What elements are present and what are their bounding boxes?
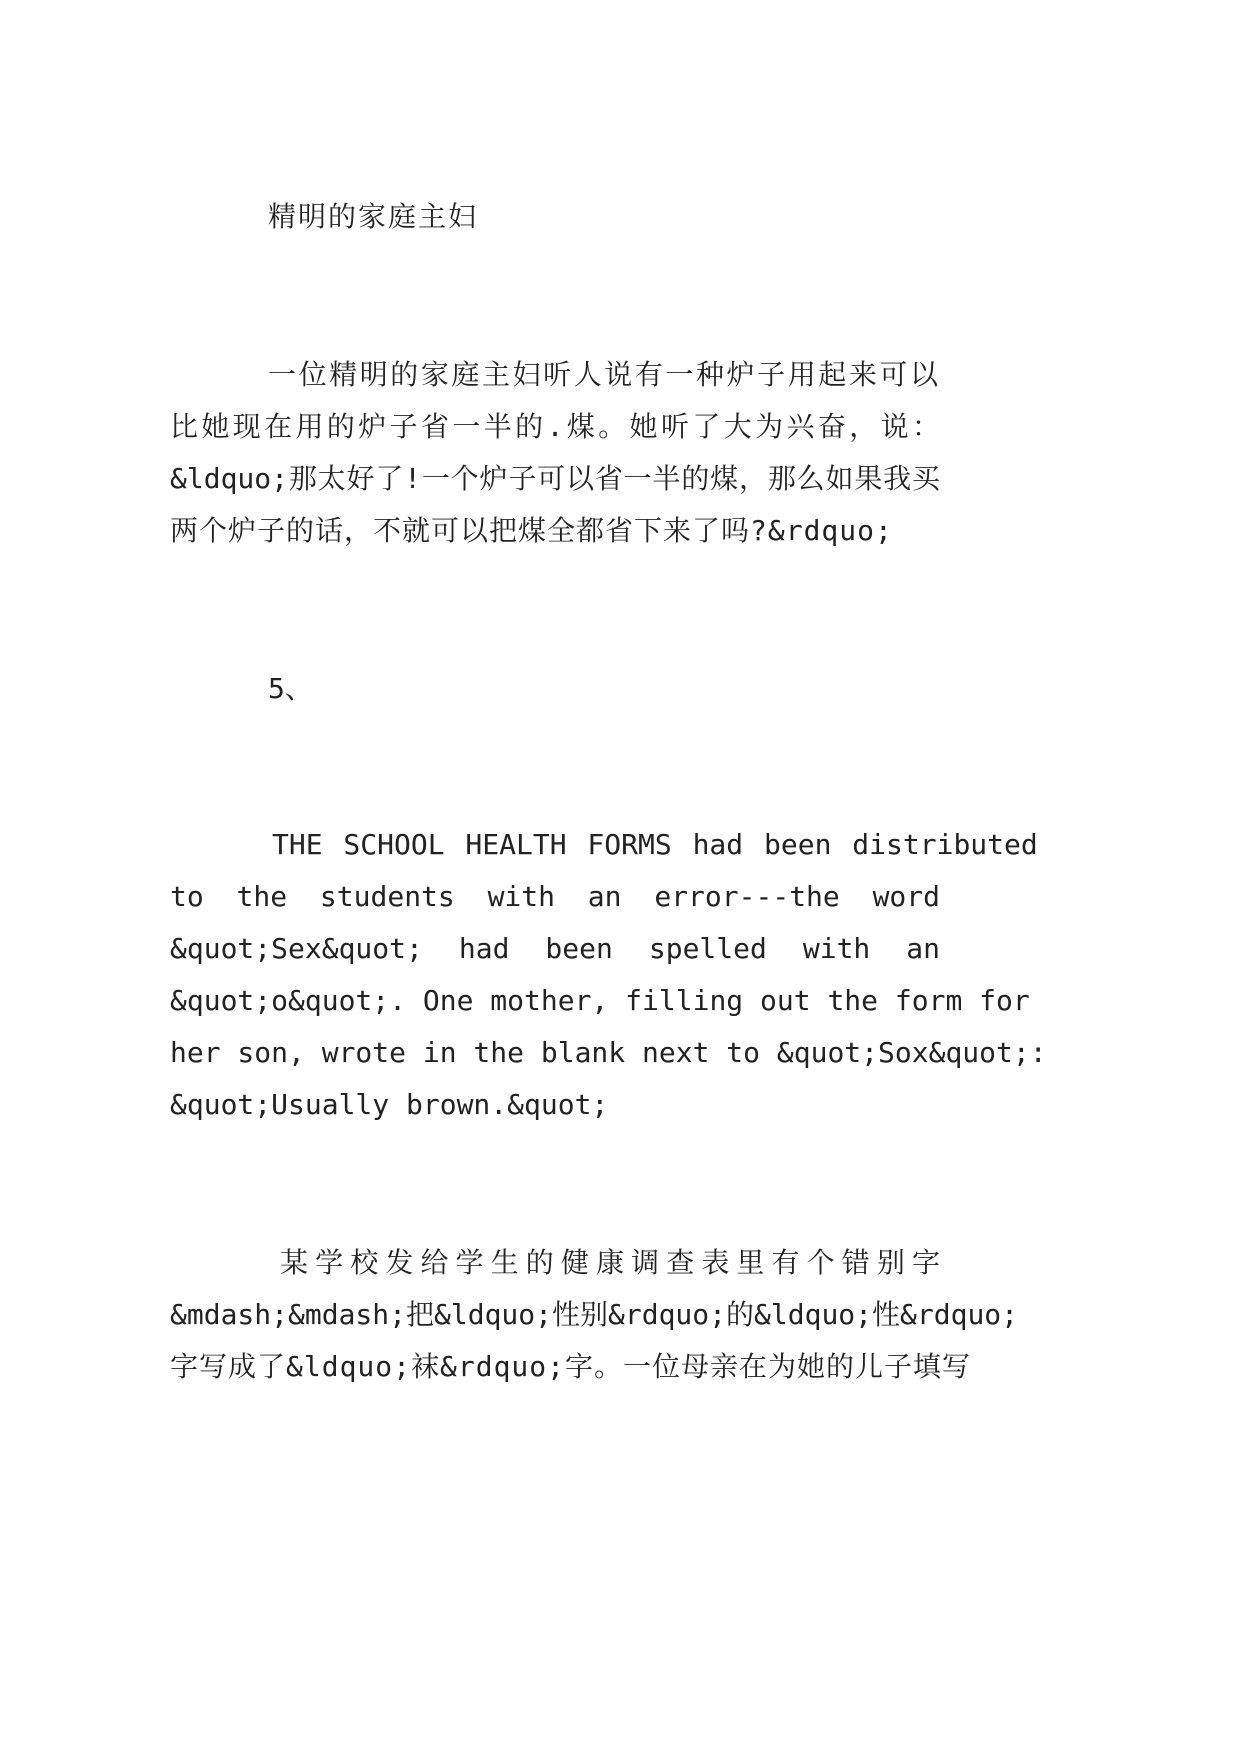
paragraph-line: to the students with an error---the word	[170, 880, 940, 913]
section-number: 5、	[268, 672, 313, 705]
paragraph-line: &quot;Usually brown.&quot;	[170, 1088, 609, 1121]
paragraph-line: her son, wrote in the blank next to &quot;Sox&quot;:	[170, 1036, 1047, 1069]
paragraph-line: &quot;Sex&quot; had been spelled with an	[170, 932, 940, 965]
paragraph-line: 字写成了&ldquo;袜&rdquo;字。一位母亲在为她的儿子填写	[170, 1350, 972, 1383]
paragraph-line: THE SCHOOL HEALTH FORMS had been distributed	[272, 828, 1038, 861]
paragraph-line: &ldquo;那太好了!一个炉子可以省一半的煤，那么如果我买	[170, 462, 940, 495]
paragraph-line: 比她现在用的炉子省一半的.煤。她听了大为兴奋，说：	[170, 410, 940, 443]
paragraph-line: 一位精明的家庭主妇听人说有一种炉子用起来可以	[268, 358, 938, 391]
paragraph-line: &quot;o&quot;. One mother, filling out the form for	[170, 984, 1030, 1017]
document-title: 精明的家庭主妇	[268, 200, 479, 233]
paragraph-line: 某学校发给学生的健康调查表里有个错别字	[280, 1246, 940, 1279]
paragraph-line: 两个炉子的话，不就可以把煤全都省下来了吗?&rdquo;	[170, 514, 893, 547]
paragraph-line: &mdash;&mdash;把&ldquo;性别&rdquo;的&ldquo;性&rdquo;	[170, 1298, 1019, 1331]
